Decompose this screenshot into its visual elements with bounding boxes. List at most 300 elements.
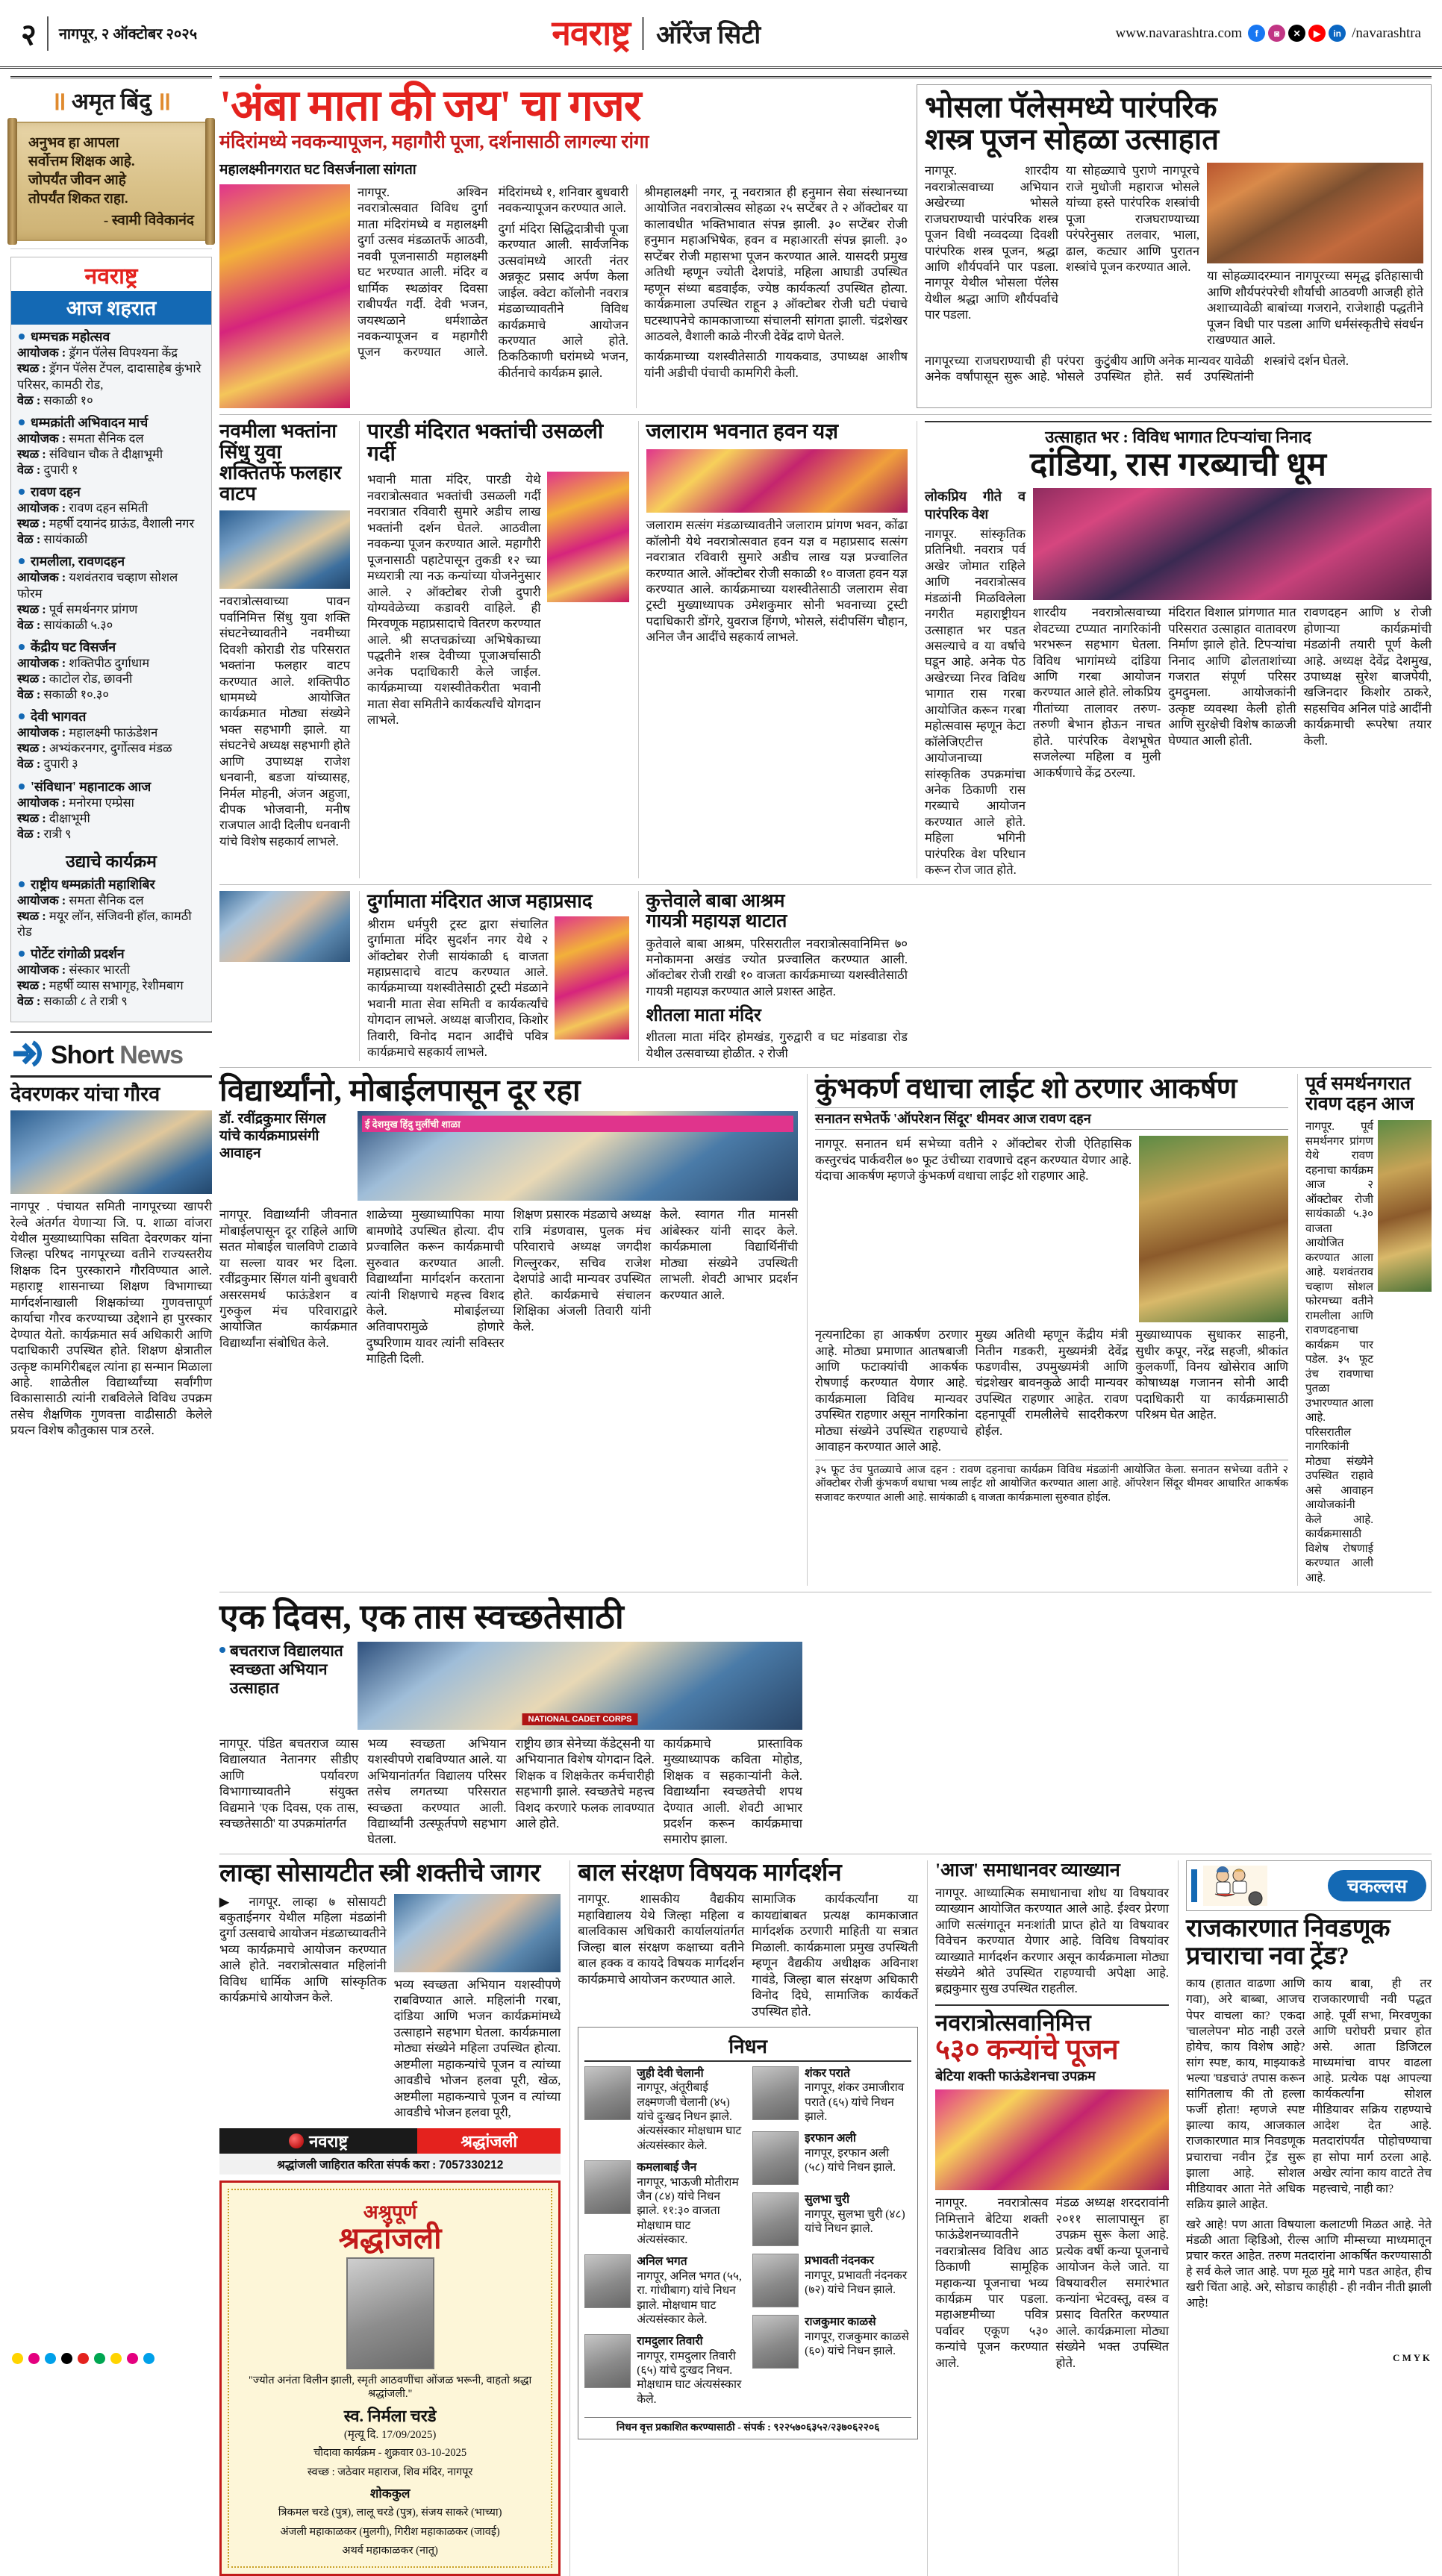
nidhan-text	[805, 2192, 911, 2246]
bhosla-text-col-b	[1066, 163, 1199, 348]
nidhan-footer-phone[interactable]: ९२२५७०६३५२/२३७०६२२०६	[773, 2422, 880, 2434]
pardi-story	[359, 421, 629, 878]
organizer-value: समता सैनिक दल	[69, 892, 144, 907]
swachata-col1: नागपूर. पंडित बचतराज व्यास विद्यालयात नेतानगर सीडीए आणि पर्यावरण विभागाच्यावतीने संयुक्त विद्यमाने 'एक दिवस, एक तास, स्वच्छतेसाठी' या उपक्रमांतर्गत	[219, 1736, 359, 1831]
event-venue	[17, 516, 205, 531]
portrait-2	[584, 2160, 631, 2214]
label-venue: स्थळ :	[17, 908, 46, 923]
dandiya-photo-wrap	[1033, 488, 1432, 878]
youtube-icon[interactable]: ▶	[1308, 25, 1326, 42]
jalaram-story	[638, 421, 908, 878]
event-title: 'संविधान' महानाटक आज	[17, 779, 205, 795]
label-venue: स्थळ :	[17, 810, 46, 825]
label-time: वेळ :	[17, 462, 41, 477]
nidhan-text	[805, 2066, 911, 2125]
nidhan-footer	[584, 2417, 911, 2434]
deceased-detail: नागपूर, इरफान अली (५८) यांचे निधन झाले.	[805, 2146, 896, 2175]
bhosla-photo-wrap	[1207, 163, 1423, 348]
purva-headline-line1: पूर्व समर्थनगरात	[1305, 1074, 1411, 1095]
event-title: रामलीला, रावणदहन	[17, 554, 205, 569]
dandiya-kicker: उत्साहात भर : विविध भागात टिपऱ्यांचा निनाद	[1045, 428, 1311, 446]
venue-value: महर्षी दयानंद ग्राऊंड, वैशाली नगर	[49, 516, 195, 531]
label-venue: स्थळ :	[17, 978, 46, 993]
short-news-label-dark: Short	[51, 1041, 113, 1070]
event-venue	[17, 446, 205, 462]
portrait-7	[752, 2192, 799, 2246]
short-news-label	[51, 1041, 183, 1070]
time-value: दुपारी ३	[43, 757, 78, 772]
school-banner-text: ई देशमुख हिंदु मुलींची शाळा	[362, 1116, 793, 1132]
organizer-value: ड्रॅगन पॅलेस विपश्यना केंद्र	[69, 346, 178, 360]
second-row-col1	[219, 421, 350, 878]
swachata-story	[219, 1598, 802, 1848]
portrait-6	[752, 2131, 799, 2185]
pardi-body: भवानी माता मंदिर, पारडी येथे नवरात्रोत्सवात भक्तांची उसळली गर्दी नवरात्रात रविवारी सुमारे अडीच लाख भक्तांनी दर्शन घेतले. आठवीला नवकन्या पूजन करण्यात आले. महागौरी पूजनासाठी पहाटेपासून तुकडी १२ च्या मध्यरात्री त्या नऊ कन्यांच्या योजनेनुसार आले. २ ऑक्टोबर रोजी दुपारी योग्यवेळेच्या कडावरी वाहिले. ही मिरवणूक महाप्रसादाचे वितरण करण्यात आले. श्री सप्तचक्रांच्या अभिषेकाच्या पद्धतीने शस्त्र देवीच्या पूजाअर्चासाठी अनेक पदाधिकारी केले जाईल. कार्यक्रमाच्या यशस्वीतेकरीता भवानी माता सेवा समितीने कार्यकर्त्यांचे योगदान लाभले.	[367, 472, 541, 728]
bal-col1: नागपूर. शासकीय वैद्यकीय महाविद्यालय येथे जिल्हा महिला व बालविकास अधिकारी कार्यालयांतर्गत जिल्हा बाल संरक्षण कक्षाच्या वतीने बाल हक्क व कायदे विषयक मार्गदर्शन कार्यक्रमाचे आयोजन करण्यात आले.	[578, 1892, 745, 1986]
venue-value: दीक्षाभूमी	[49, 810, 90, 825]
label-time: वेळ :	[17, 393, 41, 407]
kutewale-body: कुतेवाले बाबा आश्रम, परिसरातील नवरात्रोत्सवानिमित्त ७० मनोकामना अखंड ज्योत प्रज्वालित करण्यात आली. ऑक्टोबर रोजी राखी १० वाजता कार्यक्रमाच्या यशस्वीतेसाठी गायत्री महायज्ञ करण्यात आले प्रशस्त आहेत.	[646, 936, 908, 998]
school-program-photo	[358, 1111, 798, 1201]
shraddhanjali-contact	[219, 2154, 561, 2175]
dandiya-col3: मंदिरात विशाल प्रांगणात मात परिसरात उत्साहात वातावरण निर्माण झाले होते. टिपऱ्यांचा निनाद आणि ढोलताशांच्या गजरात संपूर्ण परिसर दुमदुमला. आयोजकांनी उत्कृष्ट व्यवस्था केली होती आणि सुरक्षेची विशेष काळजी घेण्यात आली होती.	[1168, 605, 1296, 748]
short-news-title: देवरणकर यांचा गौरव	[10, 1083, 160, 1106]
chakallas-col2: काय बाबा, ही तर राजकारणाची नवी पद्धत आहे. पूर्वी सभा, मिरवणुका आणि घरोघरी प्रचार होत असे. आता डिजिटल माध्यमांचा वापर वाढला आहे. प्रत्येक पक्ष आपल्या कार्यकर्त्यांना सोशल मीडियावर सक्रिय राहण्याचे आदेश देत आहे. मतदारांपर्यंत पोहोचण्याचा हा सोपा मार्ग ठरला आहे. अखेर त्यांना काय वाटते तेच महत्त्वाचे, नाही का?	[1312, 1978, 1432, 2195]
chakallas-col1: काय (हातात वाढणा आणि गवा), अरे बाब्बा, आजच पेपर वाचला का? एकदा 'चाललेपन' मोठ नाही उरले होयेच, काय विशेष आहे? सांग स्पष्ट, काय, माझ्याकडे भल्या 'घडचाउं' तपास करून सांगितलाच की तो हल्ला फर्जी होता! म्हणजे स्पष्ट झाल्या काय, आजकाल राजकारणात मात्र निवडणूक प्रचाराचा नवीन ट्रेंड सुरू झाला आहे. सोशल मीडियावर आता नेते अधिक सक्रिय झाले आहेत.	[1186, 1978, 1305, 2211]
edition-name: ऑरेंज सिटी	[656, 21, 761, 49]
label-organizer: आयोजक :	[17, 655, 66, 670]
chakallas-section	[1178, 1860, 1432, 2576]
event-time	[17, 531, 205, 547]
instagram-icon[interactable]: ◙	[1268, 25, 1285, 42]
event-item	[17, 709, 205, 772]
deceased-detail: नागपूर, प्रभावती नंदनकर (७२) यांचे निधन झाले.	[805, 2269, 908, 2297]
quote-scroll	[10, 122, 212, 241]
purva-body: नागपूर. पूर्व समर्थनगर प्रांगण येथे रावण दहनाचा कार्यक्रम आज २ ऑक्टोबर रोजी सायंकाळी ५.३० वाजता आयोजित करण्यात आला आहे. यशवंतराव चव्हाण सोशल फोरमच्या वतीने रामलीला आणि रावणदहनाचा कार्यक्रम पार पडेल. ३५ फूट उंच रावणाचा पुतळा उभारण्यात आला आहे. परिसरातील नागरिकांनी मोठ्या संख्येने उपस्थित राहावे असे आवाहन आयोजकांनी केले आहे. कार्यक्रमासाठी विशेष रोषणाई करण्यात आली आहे.	[1305, 1121, 1373, 1584]
cmyk-registration-dots	[12, 2353, 154, 2364]
event-title: राष्ट्रीय धम्मक्रांती महाशिबिर	[17, 877, 205, 892]
deceased-name: रामदुलार तिवारी	[637, 2335, 703, 2348]
facebook-icon[interactable]: f	[1248, 25, 1265, 42]
deceased-name: शंकर पराते	[805, 2066, 850, 2080]
sixth-row	[219, 1860, 1432, 2576]
main-column	[219, 76, 1432, 2576]
cmyk-dot	[45, 2353, 56, 2364]
bhosla-paragraph: या सोहळ्याचे पुराणे नागपूरचे राजे मुधोजी महाराज भोसले यांच्या हस्ते पारंपरिक शस्त्रांची पूजा राजघराण्याच्या परंपरेनुसार तलवार, भाला, ढाल, कट्यार आणि पुरातन शस्त्रांचे पूजन करण्यात आले.	[1066, 163, 1199, 274]
contact-phone[interactable]: 7057330212	[439, 2158, 504, 2172]
pujan-and-samadhan	[927, 1860, 1169, 2576]
decorative-dand-right: ॥	[156, 88, 172, 116]
label-venue: स्थळ :	[17, 741, 46, 756]
time-value: सायंकाळी	[43, 532, 88, 547]
deceased-detail: नागपूर, अंतूरीबाई लक्ष्मणजी चेलानी (४५) यांचे दुःखद निधन झाले. अंत्यसंस्कार मोक्षधाम घाट अंत्यसंस्कार केले.	[637, 2081, 742, 2152]
nidhan-item	[584, 2066, 743, 2153]
durgamata-headline: दुर्गामाता मंदिरात आज महाप्रसाद	[367, 890, 593, 912]
nidhan-item	[752, 2254, 911, 2307]
time-value: दुपारी १	[43, 462, 78, 477]
label-time: वेळ :	[17, 687, 41, 702]
memorial-family: अथर्व महाकाळकर (नातू)	[342, 2545, 438, 2557]
cmyk-dot	[94, 2353, 105, 2364]
kumbhakarna-col4: मुख्याध्यापक सुधाकर साहनी, सुधीर कपूर, नरेंद्र सहजी, श्रीकांत कुलकर्णी, विनय खोसेराव आणि कोषाध्यक्ष गजानन सोनी आदी पदाधिकारी या कार्यक्रमासाठी परिश्रम घेत आहेत.	[1135, 1328, 1289, 1422]
event-item	[17, 554, 205, 632]
logo-separator	[642, 17, 644, 50]
label-time: वेळ :	[17, 826, 41, 841]
event-organizer	[17, 795, 205, 810]
memorial-family: त्रिकमल चरडे (पुत्र), लालू चरडे (पुत्र), संजय साकरे (भाच्या)	[278, 2507, 502, 2519]
pardi-headline: पारडी मंदिरात भक्तांची उसळली गर्दी	[367, 420, 604, 466]
page-body	[0, 69, 1442, 2576]
kumbhakarna-col1: नागपूर. सनातन धर्म सभेच्या वतीने २ ऑक्टोबर रोजी ऐतिहासिक कस्तुरचंद पार्कवरील ७० फूट उंचीच्या रावणाचे दहन करण्यात येणार आहे. यंदाचा आकर्षण म्हणजे कुंभकर्ण वधाचा लाईट शो राहणार आहे.	[815, 1137, 1132, 1184]
deceased-name: राजकुमार काळसे	[805, 2316, 876, 2329]
ravan-effigy-photo	[1139, 1136, 1288, 1322]
pujan-col2: मंडळ अध्यक्ष शरदरावांनी २०११ सालापासून हा उपक्रम सुरू केला आहे. प्रत्येक वर्षी कन्या पूजनाचे आयोजन केले जाते. या विषयावरील समारंभात कन्यांना भेटवस्तू, वस्त्र व प्रसाद वितरित करण्यात आले. कार्यक्रमाला मोठ्या संख्येने भक्त उपस्थित होते.	[1055, 2195, 1170, 2370]
vidyarthi-col2: शाळेच्या मुख्याध्यापिका माया बामणोदे उपस्थित होत्या. दीप प्रज्वालित करून कार्यक्रमाची सुरुवात करण्यात आली. विद्यार्थ्यांना मार्गदर्शन करताना त्यांनी शिक्षणाचे महत्त्व विशद केले. मोबाईलच्या अतिवापरामुळे होणारे दुष्परिणाम यावर त्यांनी सविस्तर माहिती दिली.	[366, 1207, 505, 1366]
venue-value: काटोल रोड, छावनी	[49, 671, 133, 686]
masthead-center	[197, 13, 1115, 52]
venue-value: अभ्यंकरनगर, दुर्गोत्सव मंडळ	[49, 741, 172, 756]
deceased-detail: नागपूर, भाऊजी मोतीराम जैन (८४) यांचे निधन झाले. ११:३० वाजता मोक्षधाम घाट अंत्यसंस्कार.	[637, 2175, 739, 2247]
label-venue: स्थळ :	[17, 601, 46, 616]
venue-value: मयूर लॉन, संजिवनी हॉल, कामठी रोड	[17, 908, 192, 940]
bhosla-paragraph: नागपूरच्या राजघराण्याची ही परंपरा अनेक वर्षांपासून सुरू आहे. भोसले कुटुंबीय आणि अनेक मान्यवर यावेळी उपस्थित होते. सर्व उपस्थितांनी शस्त्रांचे दर्शन घेतले.	[925, 353, 1349, 384]
second-row	[219, 421, 1432, 878]
quote-line: अनुभव हा आपला	[28, 135, 119, 151]
top-row	[219, 76, 1432, 408]
purva-headline-line2: रावण दहन आज	[1305, 1094, 1414, 1115]
lead-paragraph: नागपूर. अश्विन नवरात्रोत्सवात विविध दुर्गा माता मंदिरांमध्ये व महालक्ष्मी दुर्गा उत्सव मंडळातर्फे आठवी, नववी पूजनासाठी महालक्ष्मी घट भरण्यात आली. मंदिर व धार्मिक स्थळांवर दिवसा राबीपर्यंत गर्दी. देवी भजन, जयस्थळाने धर्मशाळेत नवकन्यापूजन व महागौरी पूजन करण्यात आले. मंदिरांमध्ये १, शनिवार बुधवारी नवकन्यापूजन करण्यात आले.	[358, 185, 628, 360]
cmyk-dot	[127, 2353, 138, 2364]
jalaram-body: जलाराम सत्संग मंडळाच्यावतीने जलाराम प्रांगण भवन, कोंढा कॉलोनी येथे नवरात्रोत्सवात हवन यज्ञ व महाप्रसाद सत्संग नवरात्रात रविवारी सुमारे अडीच लाख यज्ञ प्रज्वालित करण्यात आले. ऑक्टोबर रोजी सकाळी १० वाजता हवन यज्ञ करण्यात आले. कार्यक्रमाच्या यशस्वीतेसाठी जलाराम सेवा ट्रस्टी मुख्याध्यापक उमेशकुमार सोनी भवनाच्या ट्रस्टी पदाधिकारी डोंगरे, युवराज हिंगणे, भोसले, संदीपसिंग चौहान, अनिल जैन आदींचे सहकार्य लाभले.	[646, 518, 908, 645]
durgamata-body: श्रीराम धर्मपुरी ट्रस्ट द्वारा संचालित दुर्गामाता मंदिर सुदर्शन नगर येथे २ ऑक्टोबर रोजी सायंकाळी ६ वाजता महाप्रसादाचे वाटप करण्यात आले. कार्यक्रमाच्या यशस्वीतेसाठी ट्रस्टी मंडळाने भवानी माता सेवा समिती व कार्यकर्त्यांचे योगदान लाभले. अध्यक्ष बाजीराव, किशोर तिवारी, विनोद मदान आदींचे पवित्र कार्यक्रमाचे सहकार्य लाभले.	[367, 916, 549, 1060]
deceased-detail: नागपूर, रामदुलार तिवारी (६५) यांचे दुःखद निधन. मोक्षधाम घाट अंत्यसंस्कार केले.	[637, 2349, 742, 2406]
memorial-ad	[219, 2180, 561, 2576]
masthead	[0, 0, 1442, 69]
cmyk-dot	[28, 2353, 40, 2364]
fifth-row	[219, 1598, 1432, 1848]
event-venue	[17, 601, 205, 617]
label-time: वेळ :	[17, 994, 41, 1009]
arrow-bullet-icon: ▶	[219, 1894, 249, 1909]
bhosla-paragraph: या सोहळ्यादरम्यान नागपूरच्या समृद्ध इतिहासाची आणि शौर्यपरंपरेची शौर्याची आठवणी आजही होते अशाच्यावेळी बाबांच्या गजराने, राजेशाही पद्धतीने पूजन विधी पार पडला आणि धर्मसंस्कृतीचे संवर्धन राखण्यात आले.	[1207, 269, 1423, 348]
venue-value: पूर्व समर्थनगर प्रांगण	[49, 601, 138, 616]
death-date: (मृत्यू दि. 17/09/2025)	[343, 2429, 437, 2442]
fifth-row-spacer	[811, 1598, 1432, 1848]
pujan-subhead: बेटिया शक्ती फाऊंडेशनचा उपक्रम	[935, 2069, 1096, 2084]
nidhan-text	[637, 2066, 743, 2153]
deceased-name: स्व. निर्मला चरडे	[343, 2407, 437, 2426]
masthead-date: नागपूर, २ ऑक्टोबर २०२५	[58, 26, 198, 43]
nidhan-text	[637, 2254, 743, 2327]
nidhan-text	[637, 2334, 743, 2407]
deceased-detail: नागपूर, शंकर उमाजीराव पराते (६५) यांचे निधन झाले.	[805, 2081, 905, 2124]
swachata-col2: भव्य स्वच्छता अभियान यशस्वीपणे राबविण्यात आले. या अभियानांतर्गत विद्यालय परिसर तसेच लगतच्या परिसरात स्वच्छता करण्यात आली. विद्यार्थ्यांनी उत्स्फूर्तपणे सहभाग घेतला.	[367, 1736, 507, 1847]
deceased-name: अनिल भगत	[637, 2255, 687, 2269]
contact-label: श्रद्धांजली जाहिरात करिता संपर्क करा :	[276, 2158, 437, 2172]
chakallas-col3: खरे आहे! पण आता विषयाला कलाटणी मिळत आहे. नेते मंडळी आता व्हिडिओ, रील्स आणि मीम्सच्या माध्यमातून प्रचार करत आहेत. तरुण मतदारांना आकर्षित करण्यासाठी हे सर्व केले जात आहे. पण मूळ मुद्दे मागे पडत आहेत, हीच खरी चिंता आहे. अरे, सोडाच काहीही - ही नवीन नीती झाली आहे!	[1186, 2218, 1432, 2310]
nidhan-item	[584, 2254, 743, 2327]
organizer-value: शक्तिपीठ दुर्गाधाम	[69, 655, 150, 670]
memorial-quote: "ज्योत अनंता विलीन झाली, स्मृती आठवणींचा ओंजळ भरूनी, वाहतो श्रद्धा श्रद्धांजली."	[248, 2374, 532, 2401]
kumbhakarna-col3: मुख्य अतिथी म्हणून केंद्रीय मंत्री नितीन गडकरी, मुख्यमंत्री देवेंद्र फडणवीस, उपमुख्यमंत्री आणि चंद्रशेखर बावनकुळे आदी मान्यवर उपस्थित राहणार आहेत. रावण दहनापूर्वी रामलीलेचे सादरीकरण होईल.	[975, 1328, 1129, 1438]
shastra-pujan-photo	[1207, 163, 1423, 263]
chakallas-header	[1186, 1860, 1432, 1911]
organizer-value: संस्कार भारती	[69, 963, 131, 978]
lead-subhead: मंदिरांमध्ये नवकन्यापूजन, महागौरी पूजा, दर्शनासाठी लागल्या रांगा	[219, 132, 649, 152]
ncc-banner: NATIONAL CADET CORPS	[522, 1713, 638, 1725]
lead-headline: 'अंबा माता की जय' चा गजर	[219, 81, 641, 130]
time-value: सकाळी १०.३०	[43, 687, 109, 702]
dandiya-story	[917, 421, 1432, 878]
label-venue: स्थळ :	[17, 516, 46, 531]
award-ceremony-photo	[10, 1110, 212, 1194]
event-time	[17, 993, 205, 1009]
portrait-3	[584, 2254, 631, 2308]
nidhan-box	[578, 2027, 918, 2439]
label-organizer: आयोजक :	[17, 346, 66, 360]
tomorrow-heading: उद्याचे कार्यक्रम	[66, 851, 157, 871]
event-item	[17, 877, 205, 940]
quote-line: तोपर्यंत शिकत राहा.	[28, 191, 128, 207]
page-number: २	[21, 18, 37, 51]
lead-text-col-a	[358, 184, 628, 408]
event-item	[17, 484, 205, 547]
dandiya-headline: दांडिया, रास गरब्याची धूम	[1030, 446, 1326, 483]
dandiya-content	[925, 488, 1432, 878]
third-row-spacer	[219, 891, 350, 1062]
deceased-name: सुलभा चुरी	[805, 2193, 850, 2207]
deceased-detail: नागपूर, सुलभा चुरी (४८) यांचे निधन झाले.	[805, 2207, 905, 2236]
today-events-box	[10, 257, 212, 1022]
kanya-pujan-photo	[935, 2089, 1169, 2190]
memorial-shraddhanjali: श्रद्धांजली	[338, 2221, 442, 2255]
event-title: धम्मचक्र महोत्सव	[17, 329, 205, 345]
ravan-cartoon-effigy	[1378, 1120, 1432, 1292]
masthead-divider	[47, 16, 49, 51]
samadhan-headline: 'आज' समाधानवर व्याख्यान	[935, 1860, 1120, 1881]
newspaper-logo: नवराष्ट्र	[552, 13, 631, 52]
kutewale-headline-line1: कुत्तेवाले बाबा आश्रम	[646, 890, 785, 911]
shraddhanjali-bar	[219, 2128, 561, 2154]
label-time: वेळ :	[17, 617, 41, 632]
chakallas-headline-line1: राजकारणात निवडणूक	[1186, 1914, 1390, 1942]
cmyk-label: C M Y K	[1393, 2352, 1430, 2363]
nidhan-text	[805, 2254, 911, 2307]
navmila-headline: नवमीला भक्तांना सिंधु युवा शक्तितर्फे फलहार वाटप	[219, 420, 342, 505]
cmyk-dot	[78, 2353, 89, 2364]
dandiya-col2: शारदीय नवरात्रोत्सवाच्या शेवटच्या टप्प्यात नागरिकांनी भरभरून सहभाग घेतला. विविध भागांमध्ये दांडिया आणि गरबा आयोजन करण्यात आले होते. लोकप्रिय गीतांच्या तालावर तरुण-तरुणी बेभान होऊन नाचत होते. पारंपरिक वेशभूषेत सजलेल्या महिला व मुली आकर्षणाचे केंद्र ठरल्या.	[1033, 605, 1161, 780]
event-item	[17, 329, 205, 407]
bal-headline: बाल संरक्षण विषयक मार्गदर्शन	[578, 1859, 842, 1886]
vidyarthi-col1: नागपूर. विद्यार्थ्यांनी जीवनात मोबाईलपासून दूर राहिले आणि सतत मोबाईल चालविणे टाळावे या सल्ला यावर भर दिला. रवींद्रकुमार सिंगल यांनी बुधवारी असरसमर्थ फाऊंडेशन व गुरुकुल मंच परिवाराद्वारे आयोजित कार्यक्रमात विद्यार्थ्यांना संबोधित केले.	[219, 1207, 358, 1350]
vidyarthi-cols	[219, 1207, 798, 1366]
nidhan-item	[752, 2066, 911, 2125]
event-title: पोर्टेट रांगोळी प्रदर्शन	[17, 946, 205, 962]
short-news-label-grey: News	[119, 1041, 184, 1070]
event-organizer	[17, 892, 205, 908]
pujan-headline-line1: नवरात्रोत्सवानिमित्त	[935, 2009, 1091, 2036]
events-list	[11, 325, 211, 1022]
jalaram-havan-photo	[646, 449, 908, 513]
cmyk-dot	[143, 2353, 154, 2364]
event-organizer	[17, 725, 205, 740]
label-time: वेळ :	[17, 532, 41, 547]
vidyarthi-col3: शिक्षण प्रसारक मंडळाचे अध्यक्ष रात्रि मंडणवास, पुलक मंच परिवाराचे अध्यक्ष जगदीश गिल्लुरकर, सचिव राजेश देशपांडे आदी मान्यवर उपस्थित होते. कार्यक्रमाचे संचालन शिक्षिका अंजली तिवारी यांनी केले.	[513, 1207, 652, 1334]
swachata-headline: एक दिवस, एक तास स्वच्छतेसाठी	[219, 1598, 624, 1636]
durgamata-idol-photo	[555, 916, 629, 1040]
event-venue	[17, 978, 205, 993]
deceased-name: प्रभावती नंदनकर	[805, 2254, 874, 2268]
organizer-value: यशवंतराव चव्हाण सोशल फोरम	[17, 570, 178, 601]
dandiya-col4: रावणदहन आणि ४ रोजी होणाऱ्या कार्यक्रमांची मंडळांनी तयारी पूर्ण केली आहे. अध्यक्ष देवेंद्र देशमुख, उपाध्यक्ष सुरेश बाजपेयी, खजिनदार किशोर ठाकरे, सहसचिव अनिल पांडे आदींनी कार्यक्रमाची रूपरेषा तयार केली.	[1303, 605, 1432, 748]
students-group-photo	[358, 1642, 802, 1730]
amrit-bindu-title	[10, 83, 212, 117]
time-value: रात्री ९	[43, 826, 72, 841]
navmila-group-photo	[219, 891, 350, 962]
website-url[interactable]: www.navarashtra.com	[1115, 25, 1243, 41]
time-value: सकाळी ८ ते रात्री ९	[43, 994, 128, 1009]
swachata-col3: राष्ट्रीय छात्र सेनेच्या कॅडेट्सनी या अभियानात विशेष योगदान दिले. शिक्षक व शिक्षकेतर कर्मचारीही सहभागी झाले. स्वच्छतेचे महत्त्व विशद करणारे फलक लावण्यात आले होते.	[515, 1736, 655, 1831]
nidhan-footer-label: निधन वृत्त प्रकाशित करण्यासाठी - संपर्क :	[616, 2422, 771, 2434]
memorial-event: चौदावा कार्यक्रम - शुक्रवार 03-10-2025	[313, 2447, 467, 2460]
lead-paragraph: दुर्गा मंदिरा सिद्धिदात्रीची पूजा करण्यात आली. सार्वजनिक उत्सवांमध्ये आरती नंतर अन्नकूट प्रसाद अर्पण केला जाईल. क्वेटा कॉलोनी नवरात्र मंडळाच्यावतीने विविध कार्यक्रमाचे आयोजन करण्यात आले होते. ठिकठिकाणी घरांमध्ये भजन, कीर्तनाचे कार्यक्रम झाले.	[498, 221, 628, 380]
vidyarthi-story	[219, 1074, 798, 1586]
event-organizer	[17, 431, 205, 446]
nidhan-item	[584, 2334, 743, 2407]
bhosla-paragraph: नागपूर. शारदीय नवरात्रोत्सवाच्या अभियान अखेरच्या भोसले राजघराण्याची पारंपरिक शस्त्र पूजन विधी नव्वदव्या दिवशी पारंपरिक शस्त्र पूजन, श्रद्धा आणि शौर्यपर्वाने पार पडला. नागपूर येथील भोसला पॅलेस येथील श्रद्धा आणि शौर्यपर्वाचे पार पडला.	[925, 163, 1058, 322]
memorial-ashru: अश्रुपूर्ण	[363, 2201, 417, 2223]
memorial-family: अंजली महाकाळकर (मुलगी), गिरीश महाकाळकर (जावई)	[280, 2525, 500, 2538]
swachata-subhead-line2: स्वच्छता अभियान	[230, 1660, 328, 1678]
event-organizer	[17, 655, 205, 671]
label-venue: स्थळ :	[17, 361, 46, 376]
nidhan-text	[637, 2160, 743, 2247]
nidhan-item	[752, 2192, 911, 2246]
shitala-body: शीतला माता मंदिर होमखंड, गुरुद्वारी व घट मांडवाडा रोड येथील उत्सवाच्या होळीत. २ रोजी	[646, 1030, 908, 1060]
venue-value: संविधान चौक ते दीक्षाभूमी	[49, 446, 163, 461]
swachata-col4: कार्यक्रमाचे प्रास्ताविक मुख्याध्यापक कविता मोहोड, शिक्षक व सहकाऱ्यांनी केले. विद्यार्थ्यांना स्वच्छतेची शपथ देण्यात आली. शेवटी आभार प्रदर्शन करून कार्यक्रमाचा समारोप झाला.	[663, 1736, 802, 1847]
memorial-inner	[228, 2189, 552, 2569]
dandiya-col1-text: नागपूर. सांस्कृतिक प्रतिनिधी. नवरात्र पर्व अखेर जोमात राहिले आणि नवरात्रोत्सव मंडळांनी मिळविलेला नगरीत महाराष्ट्रीयन उत्साहात भर पडत असल्याचे व या वर्षाचे घडून आहे. अनेक पेठ अखेरच्या निरव विविध भागात रास गरबा आयोजित करून गरबा महोत्सवास म्हणून केटा कॉलेजिएटीत्त आयोजनाच्या सांस्कृतिक उपक्रमांचा अनेक ठिकाणी रास गरब्याचे आयोजन करण्यात आले होते. महिला भगिनी पारंपरिक वेश परिधान करून रोज जात होते.	[925, 526, 1026, 878]
label-organizer: आयोजक :	[17, 431, 66, 446]
women-group-photo	[394, 1894, 561, 1972]
organizer-value: मनोरमा एम्प्रेसा	[69, 795, 134, 810]
short-news-rule	[10, 1075, 212, 1078]
event-time	[17, 756, 205, 772]
kumbhakarna-caption: ३५ फूट उंच पुतळ्याचे आज दहन : रावण दहनाचा कार्यक्रम विविध मंडळांनी आयोजित केला. सनातन सभेच्या वतीने २ ऑक्टोबर रोजी कुंभकर्ण वधाचा भव्य लाईट शो आयोजित करण्यात आला आहे. ऑपरेशन सिंदूर थीमवर आधारित आकर्षक सजावट करण्यात आली आहे. सायंकाळी ६ वाजता कार्यक्रमाला सुरुवात होईल.	[815, 1460, 1288, 1505]
event-venue	[17, 908, 205, 940]
today-brand: नवराष्ट्र	[11, 257, 211, 291]
chakallas-headline-line2: प्रचाराचा नवा ट्रेंड?	[1186, 1942, 1349, 1970]
nidhan-item	[752, 2131, 911, 2185]
bhosla-text-col-a	[925, 163, 1058, 348]
memorial-shok: शोककुल	[369, 2486, 411, 2501]
event-time	[17, 617, 205, 633]
today-heading: आज शहरात	[11, 291, 211, 325]
event-title: रावण दहन	[17, 484, 205, 500]
vidyarthi-headline: विद्यार्थ्यांनो, मोबाईलपासून दूर रहा	[219, 1073, 581, 1108]
lavha-col1	[219, 1894, 387, 2121]
decorative-dand-left: ॥	[51, 88, 66, 116]
event-organizer	[17, 569, 205, 601]
amrit-bindu-box	[10, 76, 212, 249]
organizer-value: समता सैनिक दल	[69, 431, 144, 446]
quote-line: सर्वोत्तम शिक्षक आहे.	[28, 154, 135, 170]
event-item	[17, 640, 205, 702]
event-venue	[17, 810, 205, 826]
event-item	[17, 779, 205, 842]
nidhan-item	[584, 2160, 743, 2247]
social-handle: /navarashtra	[1352, 25, 1421, 41]
label-time: वेळ :	[17, 757, 41, 772]
deceased-name: कमलाबाई जैन	[637, 2161, 697, 2175]
bhosla-headline-line2: शस्त्र पूजन सोहळा उत्साहात	[925, 122, 1219, 157]
dandiya-lower-cols	[1033, 604, 1432, 781]
label-organizer: आयोजक :	[17, 795, 66, 810]
short-news-body: नागपूर . पंचायत समिती नागपूरच्या खापरी रेल्वे अंतर्गत येणाऱ्या जि. प. शाळा वांजरा येथील मुख्याध्यापिका सविता देवरणकर यांना जिल्हा परिषद नागपूरच्या वतीने राज्यस्तरीय शिक्षक दिन पुरस्काराने गौरविण्यात आले. महाराष्ट्र शासनाच्या शिक्षण विभागाच्या मार्गदर्शनाखाली शिक्षकांच्या गुणवत्तापूर्ण कार्याचा गौरव करण्याच्या उद्देशाने हा पुरस्कार देण्यात येतो. कार्यक्रमात सर्व अधिकारी आणि पदाधिकारी उपस्थित होते. शिक्षण क्षेत्रातील उत्कृष्ट कामगिरीबद्दल त्यांना हा सन्मान मिळाला आहे. शाळेतील विद्यार्थ्यांच्या सर्वांगीण विकासासाठी त्यांनी राबविलेले विविध उपक्रम तसेच शैक्षणिक गुणवत्ता वाढीसाठी केलेले प्रयत्न विशेष कौतुकास पात्र ठरले.	[10, 1199, 212, 1438]
accent-bar	[1191, 1869, 1197, 1902]
label-venue: स्थळ :	[17, 446, 46, 461]
vidyarthi-subhead: डॉ. रवींद्रकुमार सिंगल यांचे कार्यक्रमाप्रसंगी आवाहन	[219, 1111, 326, 1161]
durgamata-story	[359, 891, 629, 1062]
short-news-header	[10, 1039, 212, 1072]
dandiya-garba-photo	[1033, 488, 1432, 600]
organizer-value: रावण दहन समिती	[69, 501, 149, 516]
nidhan-and-bal	[569, 1860, 918, 2576]
lead-kicker: महालक्ष्मीनगरात घट विसर्जनाला सांगता	[219, 162, 416, 178]
quote-author: - स्वामी विवेकानंद	[103, 213, 194, 229]
event-organizer	[17, 962, 205, 978]
event-time	[17, 826, 205, 842]
event-venue	[17, 671, 205, 687]
pujan-headline-line2: ५३० कन्यांचे पूजन	[935, 2034, 1119, 2066]
lead-story	[219, 81, 908, 408]
rule	[219, 884, 1432, 885]
cmyk-dot	[12, 2353, 23, 2364]
kutewale-headline-line2: गायत्री महायज्ञ थाटात	[646, 910, 787, 931]
purva-story	[1297, 1074, 1432, 1586]
label-organizer: आयोजक :	[17, 501, 66, 516]
event-title: देवी भागवत	[17, 709, 205, 725]
lavha-col1-text: नागपूर. लाव्हा ७ सोसायटी बकुताईनगर येथील महिला मंडळांनी दुर्गा उत्सवाचे आयोजन मंडळाच्यावतीने भव्य कार्यक्रमाचे आयोजन करण्यात आले होते. नवरात्रोत्सवात महिलांनी विविध धार्मिक आणि सांस्कृतिक कार्यक्रमांचे आयोजन केले.	[219, 1894, 387, 2005]
time-value: सकाळी १०	[43, 393, 93, 407]
event-item	[17, 946, 205, 1009]
cmyk-dot	[61, 2353, 72, 2364]
social-icons-row	[1248, 25, 1346, 42]
organizer-value: महालक्ष्मी फाऊंडेशन	[69, 725, 158, 740]
x-twitter-icon[interactable]: ✕	[1288, 25, 1305, 42]
lead-photo-wrap	[219, 184, 350, 408]
registration-marks	[1393, 2352, 1430, 2364]
rule	[219, 1067, 1432, 1068]
third-row-right-spacer	[917, 891, 1432, 1062]
shraddhanjali-brand: नवराष्ट्र	[309, 2131, 349, 2151]
masthead-right	[1115, 25, 1421, 42]
page-footer	[0, 2348, 1442, 2368]
fourth-row	[219, 1074, 1432, 1586]
navmila-photo	[219, 510, 350, 589]
event-title: केंद्रीय घट विसर्जन	[17, 640, 205, 655]
deceased-detail: नागपूर, अनिल भगत (५५, रा. गांधीबाग) यांचे निधन झाले. मोक्षधाम घाट अंत्यसंस्कार केले.	[637, 2269, 742, 2326]
label-organizer: आयोजक :	[17, 570, 66, 585]
bhosla-content	[925, 163, 1423, 348]
short-news-section	[10, 1031, 212, 1438]
jalaram-headline: जलाराम भवनात हवन यज्ञ	[646, 420, 839, 443]
rule	[219, 414, 1432, 415]
quote-line: जोपर्यंत जीवन आहे	[28, 172, 126, 189]
swachata-subhead	[219, 1642, 350, 1698]
linkedin-icon[interactable]: in	[1329, 25, 1346, 42]
